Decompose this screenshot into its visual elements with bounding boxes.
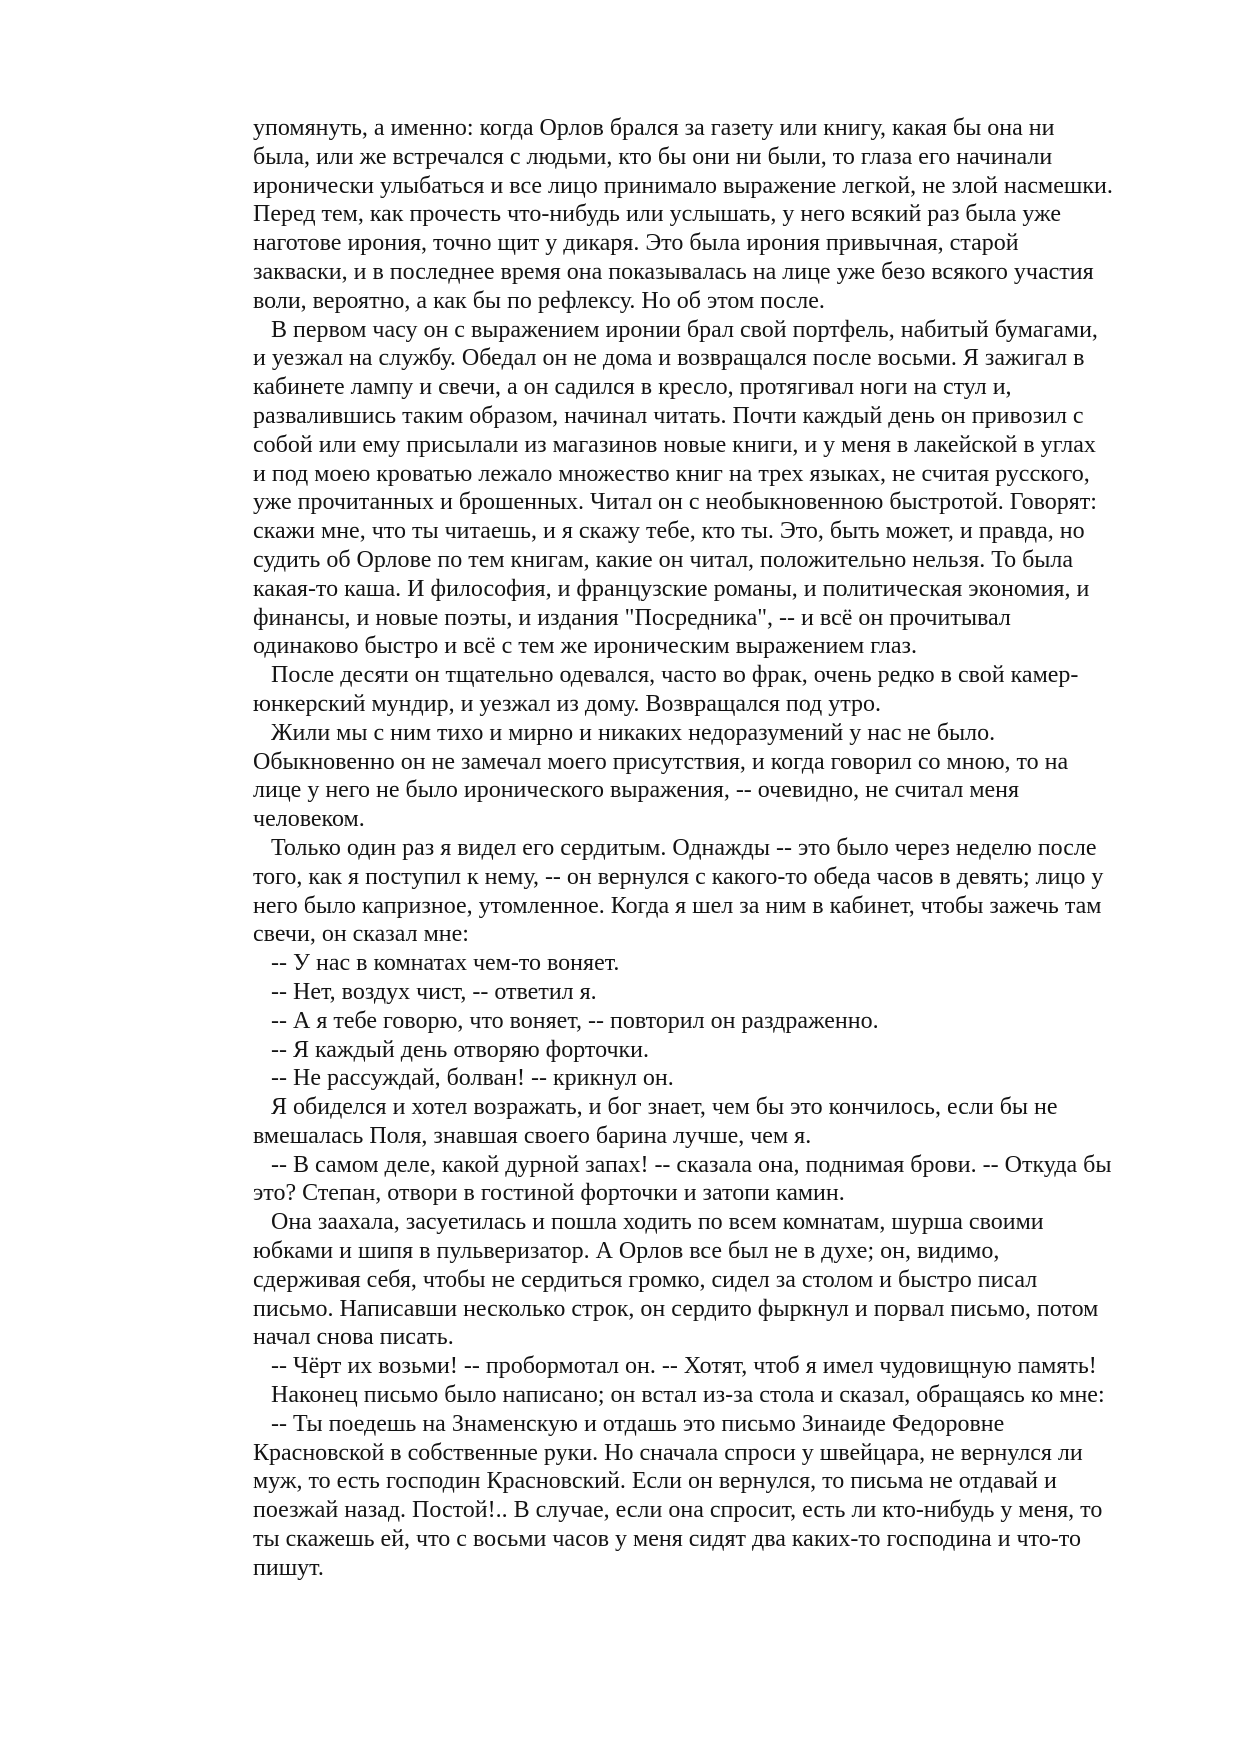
text-line: человеком.	[253, 806, 365, 833]
text-line: сдерживая себя, чтобы не сердиться громко, сидел за столом и быстро писал	[253, 1266, 1038, 1293]
text-line: Я обиделся и хотел возражать, и бог знает, чем бы это кончилось, если бы не	[253, 1094, 1058, 1121]
text-line: скажи мне, что ты читаешь, и я скажу тебе, кто ты. Это, быть может, и правда, но	[253, 518, 1085, 545]
text-line: -- Ты поедешь на Знаменскую и отдашь это письмо Зинаиде Федоровне	[253, 1410, 1005, 1437]
text-line: наготове ирония, точно щит у дикаря. Это была ирония привычная, старой	[253, 230, 1019, 257]
text-line: -- Не рассуждай, болван! -- крикнул он.	[253, 1065, 674, 1092]
text-line: -- У нас в комнатах чем-то воняет.	[253, 950, 620, 977]
text-line: иронически улыбаться и все лицо принимало выражение легкой, не злой насмешки.	[253, 172, 1113, 199]
text-line: Только один раз я видел его сердитым. Однажды -- это было через неделю после	[253, 834, 1097, 861]
text-line: финансы, и новые поэты, и издания "Посредника", -- и всё он прочитывал	[253, 604, 1011, 631]
text-line: свечи, он сказал мне:	[253, 921, 469, 948]
text-line: закваски, и в последнее время она показывалась на лице уже безо всякого участия	[253, 258, 1094, 285]
text-line: одинаково быстро и всё с тем же ироническим выражением глаз.	[253, 633, 917, 660]
text-line: лице у него не было иронического выражения, -- очевидно, не считал меня	[253, 777, 1020, 804]
text-line: пишут.	[253, 1554, 324, 1581]
text-line: Наконец письмо было написано; он встал из-за стола и сказал, обращаясь ко мне:	[253, 1382, 1105, 1409]
text-line: была, или же встречался с людьми, кто бы они ни были, то глаза его начинали	[253, 143, 1053, 170]
text-line: После десяти он тщательно одевался, часто во фрак, очень редко в свой камер-	[253, 662, 1079, 689]
text-line: уже прочитанных и брошенных. Читал он с необыкновенною быстротой. Говорят:	[253, 489, 1097, 516]
text-line: -- А я тебе говорю, что воняет, -- повторил он раздраженно.	[253, 1007, 879, 1034]
text-line: него было капризное, утомленное. Когда я шел за ним в кабинет, чтобы зажечь там	[253, 892, 1102, 919]
text-line: Она заахала, засуетилась и пошла ходить по всем комнатам, шурша своими	[253, 1209, 1044, 1236]
text-line: муж, то есть господин Красновский. Если он вернулся, то письма не отдавай и	[253, 1468, 1057, 1495]
text-line: -- Нет, воздух чист, -- ответил я.	[253, 978, 597, 1005]
text-line: упомянуть, а именно: когда Орлов брался за газету или книгу, какая бы она ни	[253, 115, 1055, 141]
text-line: судить об Орлове по тем книгам, какие он читал, положительно нельзя. То была	[253, 546, 1074, 573]
text-line: вмешалась Поля, знавшая своего барина лучше, чем я.	[253, 1122, 812, 1149]
text-line: какая-то каша. И философия, и французские романы, и политическая экономия, и	[253, 575, 1090, 602]
text-line: развалившись таким образом, начинал читать. Почти каждый день он привозил с	[253, 402, 1084, 429]
text-line: Обыкновенно он не замечал моего присутствия, и когда говорил со мною, то на	[253, 748, 1069, 775]
text-line: Жили мы с ним тихо и мирно и никаких недоразумений у нас не было.	[253, 719, 996, 746]
text-line: -- Чёрт их возьми! -- пробормотал он. -- Хотят, чтоб я имел чудовищную память!	[253, 1353, 1097, 1380]
text-line: Перед тем, как прочесть что-нибудь или услышать, у него всякий раз была уже	[253, 201, 1061, 228]
text-line: того, как я поступил к нему, -- он вернулся с какого-то обеда часов в девять; лицо у	[253, 863, 1104, 890]
text-line: В первом часу он с выражением иронии брал свой портфель, набитый бумагами,	[253, 316, 1098, 343]
text-line: это? Степан, отвори в гостиной форточки и затопи камин.	[253, 1180, 845, 1207]
text-line: и под моею кроватью лежало множество книг на трех языках, не считая русского,	[253, 460, 1090, 487]
text-line: юбками и шипя в пульверизатор. А Орлов все был не в духе; он, видимо,	[253, 1238, 1000, 1265]
text-line: начал снова писать.	[253, 1324, 454, 1351]
document-page	[253, 114, 1173, 1583]
text-line: собой или ему присылали из магазинов новые книги, и у меня в лакейской в углах	[253, 431, 1096, 458]
text-line: -- Я каждый день отворяю форточки.	[253, 1036, 650, 1063]
text-line: ты скажешь ей, что с восьми часов у меня сидят два каких-то господина и что-то	[253, 1526, 1081, 1553]
text-line: кабинете лампу и свечи, а он садился в кресло, протягивал ноги на стул и,	[253, 374, 1012, 401]
text-line: воли, вероятно, а как бы по рефлексу. Но об этом после.	[253, 287, 825, 314]
text-line: Красновской в собственные руки. Но сначала спроси у швейцара, не вернулся ли	[253, 1439, 1083, 1466]
text-line: -- В самом деле, какой дурной запах! -- сказала она, поднимая брови. -- Откуда бы	[253, 1151, 1112, 1178]
text-line: юнкерский мундир, и уезжал из дому. Возвращался под утро.	[253, 690, 882, 717]
text-line: и уезжал на службу. Обедал он не дома и возвращался после восьми. Я зажигал в	[253, 345, 1085, 372]
text-line: поезжай назад. Постой!.. В случае, если она спросит, есть ли кто-нибудь у меня, то	[253, 1497, 1103, 1524]
text-line: письмо. Написавши несколько строк, он сердито фыркнул и порвал письмо, потом	[253, 1295, 1099, 1322]
